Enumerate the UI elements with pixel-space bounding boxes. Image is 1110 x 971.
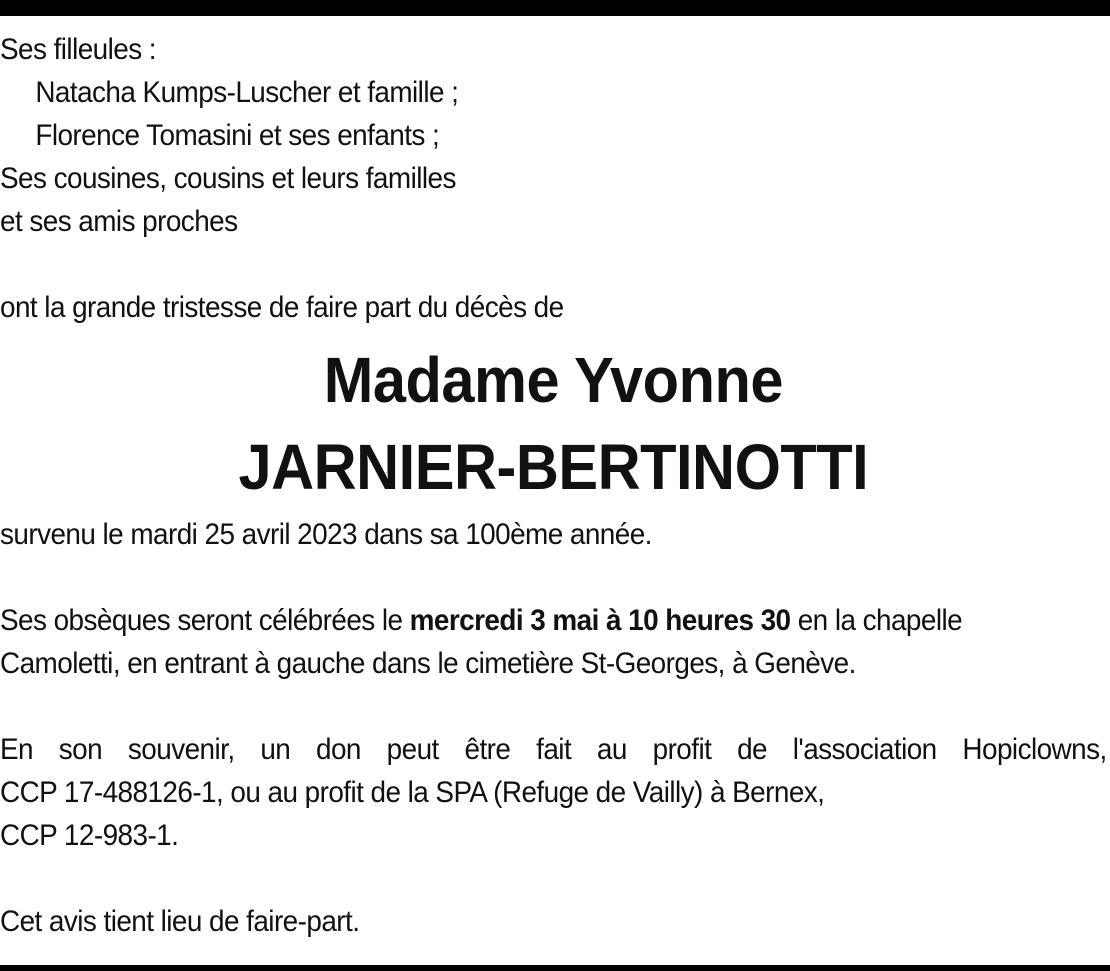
spacer — [0, 556, 1032, 599]
top-border-rule — [0, 0, 1110, 16]
death-date-line: survenu le mardi 25 avril 2023 dans sa 100ème année. — [0, 518, 652, 551]
deceased-name-line-1: Madame Yvonne — [323, 344, 783, 416]
donation-line-1: En son souvenir, un don peut être fait au profit de l'association Hopiclowns, — [0, 733, 1107, 766]
donation-line-2: CCP 17-488126-1, ou au profit de la SPA (Refuge de Vailly) à Bernex, — [0, 776, 825, 809]
obituary-notice — [0, 28, 1107, 943]
amis-line: et ses amis proches — [0, 205, 238, 238]
filleule-1: Natacha Kumps-Luscher et famille ; — [35, 76, 459, 109]
donation-line-3: CCP 12-983-1. — [0, 819, 179, 852]
bottom-border-rule — [0, 965, 1110, 971]
closing-line: Cet avis tient lieu de faire-part. — [0, 905, 360, 938]
funeral-line-1 — [0, 599, 1032, 642]
spacer — [0, 243, 1032, 286]
announcement-line: ont la grande tristesse de faire part du décès de — [0, 291, 564, 324]
funeral-prefix: Ses obsèques seront célébrées le — [0, 604, 410, 637]
deceased-name-line-2: JARNIER-BERTINOTTI — [238, 431, 869, 503]
spacer — [0, 857, 1032, 900]
filleule-2: Florence Tomasini et ses enfants ; — [35, 119, 440, 152]
funeral-datetime: mercredi 3 mai à 10 heures 30 — [409, 604, 791, 637]
funeral-line-2: Camoletti, en entrant à gauche dans le cimetière St-Georges, à Genève. — [0, 647, 856, 680]
spacer — [0, 685, 1032, 728]
funeral-suffix: en la chapelle — [790, 604, 963, 637]
cousins-line: Ses cousines, cousins et leurs familles — [0, 162, 456, 195]
filleules-heading: Ses filleules : — [0, 33, 157, 66]
deceased-name — [0, 337, 1107, 511]
